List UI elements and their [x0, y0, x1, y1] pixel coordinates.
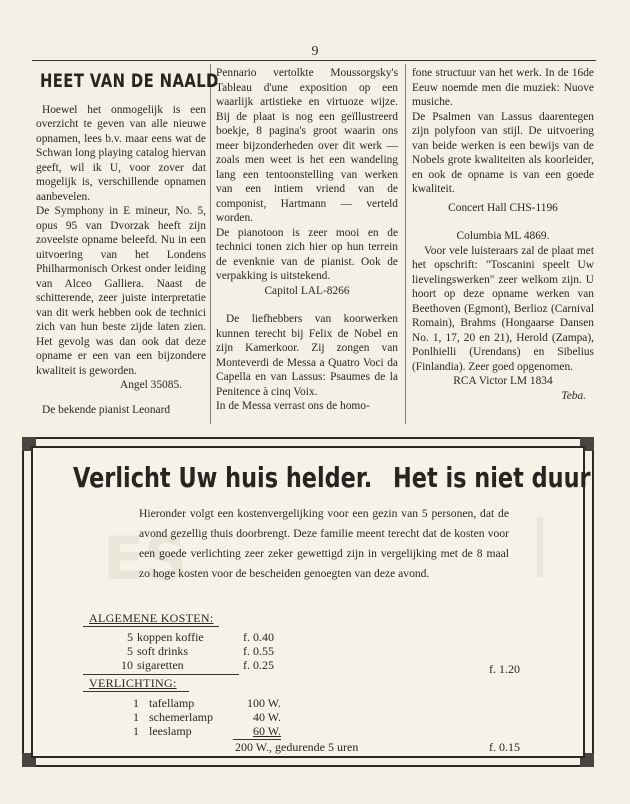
heading-rule	[83, 691, 189, 692]
ad-title-part-1: Verlicht Uw huis helder.	[73, 461, 373, 494]
column-divider	[210, 64, 211, 424]
lamp-qty: 1	[133, 710, 139, 724]
column-divider	[405, 64, 406, 424]
lamp-watt: 60 W.	[252, 724, 281, 738]
paragraph: De Psalmen van Lassus daarentegen zijn polyfoon van stijl. De uitvoering van beide werken is een bewijs van de Nobels grote kwaliteiten als koorleider, en ook de opname is van een goede kwaliteit.	[412, 110, 594, 195]
cost-qty: 10	[121, 658, 133, 672]
author-signature: Teba.	[561, 389, 586, 402]
top-rule	[32, 60, 596, 61]
paragraph: fone structuur van het werk. In de 16de Eeuw noemde men die muziek: Nuove musiche.	[412, 67, 594, 108]
paragraph: De pianotoon is zeer mooi en de technici tonen zich hier op hun terrein de evenknie van de pianist. Ook de verpakking is uitstekend.	[216, 226, 398, 282]
cost-qty: 5	[127, 630, 133, 644]
lamp-watt: 100 W.	[246, 696, 281, 710]
paragraph: Voor vele luisteraars zal de plaat met het opschrift: "Toscanini speelt Uw lievelingswerken" zeer welkom zijn. U hoort op deze opname werken van Beethoven (Egmont), Berlioz (Carnival Romain), Brahms (Hongaarse Dansen No. 1, 17, 20 en 21), Herold (Zampa), Ponlhielli (Urendans) en Sibelius (Finlandia). Zeer goed opgenomen.	[412, 244, 594, 373]
paragraph: De bekende pianist Leonard	[42, 403, 171, 416]
cost-price: f. 0.55	[243, 644, 274, 658]
record-label: Angel 35085.	[119, 379, 182, 391]
lighting-duration: , gedurende 5 uren	[269, 740, 359, 754]
record-label: Concert Hall CHS-1196	[448, 201, 558, 214]
advertisement-title	[73, 461, 611, 494]
background-watermark: |	[529, 508, 551, 578]
cost-price: f. 0.40	[243, 630, 274, 644]
lighting-total: f. 0.15	[489, 740, 520, 754]
advertisement	[22, 437, 594, 767]
ad-title-part-2: Het is niet duur	[393, 461, 591, 494]
record-label: Capitol LAL-8266	[264, 284, 350, 297]
article-headline: HEET VAN DE NAALD	[40, 70, 219, 92]
paragraph: Hoewel het onmogelijk is een overzicht te geven van alle nieuwe opnamen, lees b.v. maar eens wat de Schwan long playing catalog hiervan geeft, wil ik U, voor zover dat mogelijk is, verschillende opnamen aanbevelen.	[36, 103, 206, 203]
page-number: 9	[311, 44, 319, 59]
general-costs-heading: ALGEMENE KOSTEN:	[89, 611, 214, 625]
article-column-2	[216, 66, 398, 414]
cost-item: soft drinks	[137, 644, 188, 658]
lamp-qty: 1	[133, 696, 139, 710]
paragraph: De Symphony in E mineur, No. 5, opus 95 van Dvorzak heeft zijn zoveelste opname beleefd. Nu in een uitvoering van het Londens Philharmonisch Orkest onder leiding van Alceo Galliera. Naast de schitterende, zeer juiste interpretatie van dit werk hebben ook de technici zich van hun beste zijde laten zien. Het gevolg was dan ook dat deze opname er een van een bijzondere kwaliteit is geworden.	[36, 205, 206, 377]
lamp-item: leeslamp	[149, 724, 192, 738]
paragraph: Pennario vertolkte Moussorgsky's Tableau d'une exposition op een waarlijk artistieke en virtuoze wijze. Bij de plaat is nog een geïllustreerd boekje, 8 pagina's groot waarin ons meer bijzonderheden over dit werk — zoals men weet is het een wandeling lang een tentoonstelling van werken van een intiem vriend van de componist, Hartmann — verteld worden.	[216, 67, 398, 224]
heading-rule	[83, 626, 219, 627]
record-label: RCA Victor LM 1834	[453, 375, 553, 387]
lamp-item: schemerlamp	[149, 710, 213, 724]
paragraph: De liefhebbers van koorwerken kunnen terecht bij Felix de Nobel en zijn Kamerkoor. Zij zongen van Monteverdi de Messa a Quatro Voci da Capella en van Lassus: Psaumes de la Penitence à cinq Voix.	[216, 313, 398, 398]
advertisement-frame	[31, 446, 591, 758]
paragraph: In de Messa verrast ons de homo-	[216, 400, 370, 412]
lamp-item: tafellamp	[149, 696, 195, 710]
cost-price: f. 0.25	[243, 658, 274, 672]
advertisement-intro: Hieronder volgt een kostenvergelijking voor een gezin van 5 personen, dat de avond gezellig thuis doorbrengt. Deze familie meent terecht dat de kosten voor een goede verlichting zeer zeker gewettigd zijn in vergelijking met de 8 maal zo hoge kosten voor de bescheiden genoegten van deze avond.	[139, 507, 509, 580]
lighting-sum	[235, 740, 358, 754]
article-column-3	[412, 66, 594, 403]
lighting-watt-total: 200 W.	[235, 740, 270, 754]
background-watermark: ES	[103, 524, 188, 594]
cost-item: koppen koffie	[137, 630, 204, 644]
lamp-watt: 40 W.	[252, 710, 281, 724]
article-column-1	[36, 66, 219, 417]
cost-item: sigaretten	[137, 658, 184, 672]
general-total: f. 1.20	[489, 662, 520, 676]
cost-qty: 5	[127, 644, 133, 658]
record-label: Columbia ML 4869.	[456, 230, 550, 242]
section-rule	[83, 674, 239, 675]
lighting-heading: VERLICHTING:	[89, 676, 177, 690]
lamp-qty: 1	[133, 724, 139, 738]
